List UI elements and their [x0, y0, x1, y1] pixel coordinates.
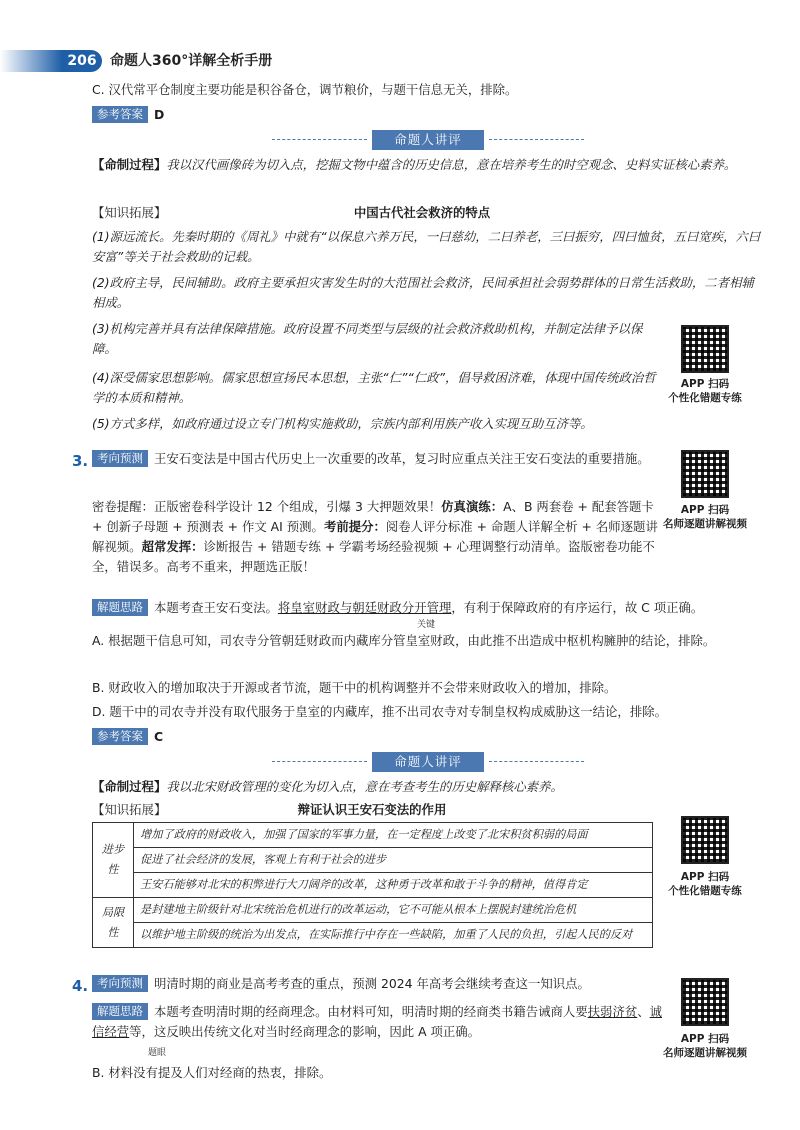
answer-line-q2	[92, 105, 752, 125]
section-banner-1: 命题人讲评	[372, 130, 484, 150]
q4-key-phrase-2: 诚信经营	[92, 1004, 663, 1039]
table-cell: 增加了政府的财政收入，加强了国家的军事力量，在一定程度上改变了北宋积贫积弱的局面	[134, 823, 653, 848]
knowledge-title-1: 中国古代社会救济的特点	[353, 205, 491, 220]
book-title: 命题人360°详解全析手册	[110, 53, 273, 69]
q3-advert: 密卷提醒：正版密卷科学设计 12 个组成，引爆 3 大押题效果！仿真演练：A、B 两套卷 + 配套答题卡 + 创新子母题 + 预测表 + 作文 AI 预测。考前提分：阅卷人评分标准 + 命题人详解全析 + 名师逐题讲解视频。超常发挥：诊断报告 + 错题专练 + 学霸考场经验视频 + 心理调整行动清单。盗版密卷功能不全，错误多。高考不重来，押题选正版！	[92, 499, 658, 574]
table-cell: 以维护地主阶级的统治为出发点，在实际推行中存在一些缺陷，加重了人民的负担，引起人民的反对	[134, 923, 653, 948]
table-row	[93, 923, 653, 948]
table-cell: 王安石能够对北宋的积弊进行大刀阔斧的改革，这种勇于改革和敢于斗争的精神，值得肯定	[134, 873, 653, 898]
q3-idea-tag: 解题思路	[92, 599, 148, 616]
qr-code-2[interactable]	[681, 450, 729, 498]
table-row	[93, 898, 653, 923]
q3-answer-value: C	[154, 729, 164, 744]
q3-option-b: B. 财政收入的增加取决于开源或者节流，题干中的机构调整并不会带来财政收入的增加，排除。	[92, 680, 617, 695]
table-cell: 是封建地主阶级针对北宋统治危机进行的改革运动，它不可能从根本上摆脱封建统治危机	[134, 898, 653, 923]
process-paragraph-1: 【命制过程】我以汉代画像砖为切入点，挖掘文物中蕴含的历史信息，意在培养考生的时空观念、史料实证核心素养。	[92, 157, 737, 172]
qr-code-3[interactable]	[681, 816, 729, 864]
table-row	[93, 823, 653, 848]
process-paragraph-2: 【命制过程】我以北宋财政管理的变化为切入点，意在考查考生的历史解释核心素养。	[92, 779, 563, 794]
qr-code-4[interactable]	[681, 978, 729, 1026]
page-number: 206	[62, 50, 102, 72]
table-row	[93, 873, 653, 898]
q3-option-a: A. 根据题干信息可知，司农寺分管朝廷财政而内藏库分管皇室财政，由此推不出造成中枢机构臃肿的结论，排除。	[92, 633, 716, 648]
page-header	[0, 50, 340, 72]
q3-prompt: 考向预测 王安石变法是中国古代历史上一次重要的改革，复习时应重点关注王安石变法的重要措施。	[92, 449, 667, 469]
knowledge-point-3: (3)机构完善并具有法律保障措施。政府设置不同类型与层级的社会救济救助机构，并制定法律予以保障。	[92, 321, 643, 356]
qr-caption-4: APP 扫码 名师逐题讲解视频	[663, 1033, 747, 1059]
knowledge-point-2: (2)政府主导，民间辅助。政府主要承担灾害发生时的大范围社会救济，民间承担社会弱势群体的日常生活救助，二者相辅相成。	[92, 275, 754, 310]
q3-tag: 考向预测	[92, 450, 148, 467]
q3-key-note: 关键	[417, 620, 436, 630]
qr-caption-3: APP 扫码 个性化错题专练	[668, 871, 742, 897]
qr-caption-2: APP 扫码 名师逐题讲解视频	[663, 504, 747, 530]
qr-code-1[interactable]	[681, 325, 729, 373]
knowledge-label-1: 【知识拓展】	[92, 205, 167, 220]
q3-solution-idea: 解题思路 本题考查王安石变法。将皇室财政与朝廷财政分开管理，有利于保障政府的有序运行，故 C 项正确。	[92, 598, 762, 618]
q4-tag: 考向预测	[92, 975, 148, 992]
question-number-4: 4.	[72, 977, 89, 995]
q3-option-d: D. 题干中的司农寺并没有取代服务于皇室的内藏库，推不出司农寺对专制皇权构成威胁这一结论，排除。	[92, 704, 667, 719]
q4-key-note: 题眼	[148, 1048, 167, 1058]
knowledge-point-1: (1)源远流长。先秦时期的《周礼》中就有“以保息六养万民，一曰慈幼，二曰养老，三曰振穷，四曰恤贫，五曰宽疾，六曰安富”等关于社会救助的记载。	[92, 229, 761, 264]
wang-anshi-table	[92, 822, 653, 948]
answer-line-q3	[92, 727, 752, 747]
q4-key-phrase-1: 扶弱济贫	[587, 1004, 638, 1019]
section-banner-2: 命题人讲评	[372, 752, 484, 772]
knowledge-point-5: (5)方式多样，如政府通过设立专门机构实施救助，宗族内部利用族产收入实现互助互济等。	[92, 416, 593, 431]
progress-label: 进步性	[93, 823, 134, 898]
q3-key-phrase: 将皇室财政与朝廷财政分开管理	[277, 600, 452, 615]
answer-tag: 参考答案	[92, 106, 148, 123]
q4-solution-idea: 解题思路 本题考查明清时期的经商理念。由材料可知，明清时期的经商类书籍告诫商人要扶弱济贫、诚信经营等，这反映出传统文化对当时经商理念的影响，因此 A 项正确。	[92, 1004, 663, 1039]
answer-value: D	[154, 107, 165, 122]
question-number-3: 3.	[72, 452, 89, 470]
q4-prompt: 考向预测 明清时期的商业是高考考查的重点，预测 2024 年高考会继续考查这一知识点。	[92, 974, 667, 994]
table-title: 辩证认识王安石变法的作用	[297, 802, 447, 817]
table-cell: 促进了社会经济的发展，客观上有利于社会的进步	[134, 848, 653, 873]
option-c-q2: C. 汉代常平仓制度主要功能是积谷备仓，调节粮价，与题干信息无关，排除。	[92, 82, 518, 97]
table-row	[93, 848, 653, 873]
q3-answer-tag: 参考答案	[92, 728, 148, 745]
knowledge-label-2: 【知识拓展】	[92, 802, 167, 817]
limit-label: 局限性	[93, 898, 134, 948]
qr-caption-1: APP 扫码 个性化错题专练	[668, 378, 742, 404]
q4-idea-tag: 解题思路	[92, 1003, 148, 1020]
q4-option-b: B. 材料没有提及人们对经商的热衷，排除。	[92, 1065, 332, 1080]
knowledge-point-4: (4)深受儒家思想影响。儒家思想宣扬民本思想，主张“仁”“仁政”，倡导救困济难，体现中国传统政治哲学的本质和精神。	[92, 370, 656, 405]
